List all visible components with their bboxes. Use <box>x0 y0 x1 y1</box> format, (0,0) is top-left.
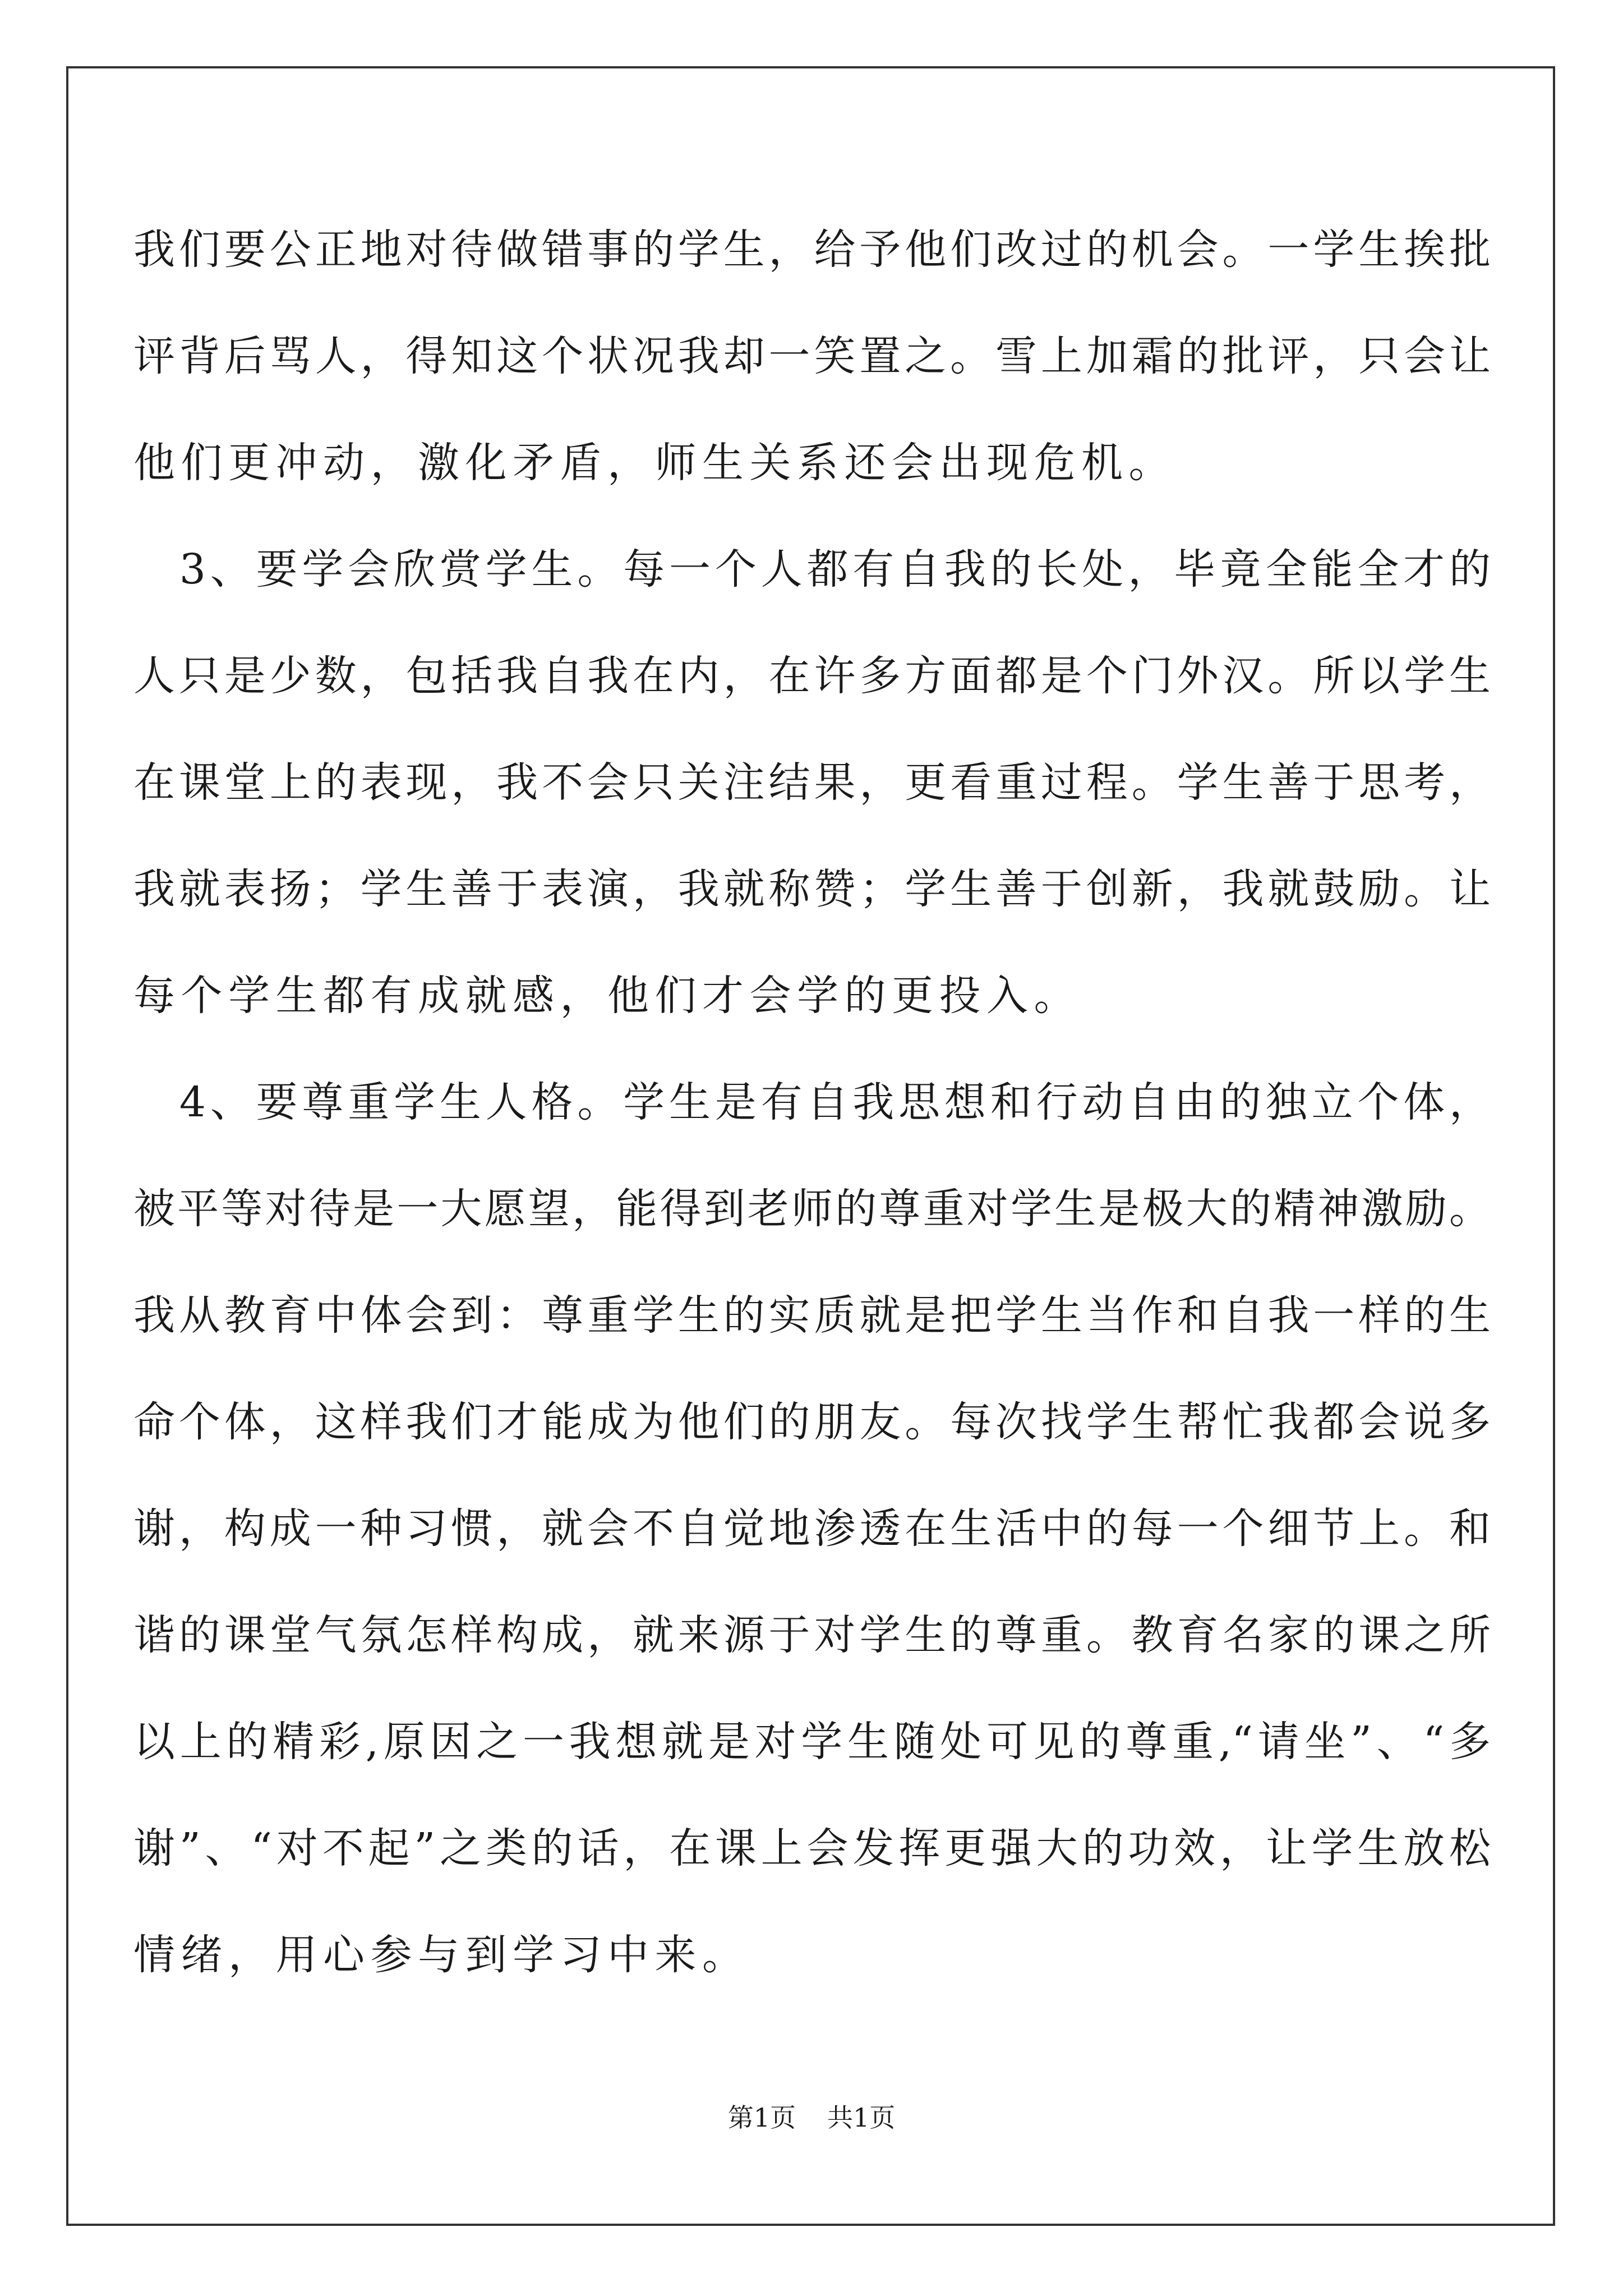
text-line: 评背后骂人，得知这个状况我却一笑置之。雪上加霜的批评，只会让 <box>133 332 1491 380</box>
text-line: 谢，构成一种习惯，就会不自觉地渗透在生活中的每一个细节上。和 <box>133 1504 1491 1553</box>
text-line: 每个学生都有成就感，他们才会学的更投入。 <box>133 972 1081 1020</box>
text-line: 谐的课堂气氛怎样构成，就来源于对学生的尊重。教育名家的课之所 <box>133 1611 1491 1659</box>
text-line: 谢”、“对不起”之类的话，在课上会发挥更强大的功效，让学生放松 <box>133 1824 1491 1872</box>
text-line: 情绪，用心参与到学习中来。 <box>133 1931 750 1979</box>
text-line: 4、要尊重学生人格。学生是有自我思想和行动自由的独立个体， <box>133 1078 1491 1126</box>
text-line: 命个体，这样我们才能成为他们的朋友。每次找学生帮忙我都会说多 <box>133 1398 1491 1446</box>
page-footer <box>0 2101 1623 2134</box>
page-total: 共1页 <box>827 2102 896 2133</box>
page-number: 第1页 <box>727 2102 796 2133</box>
text-line: 我们要公正地对待做错事的学生，给予他们改过的机会。一学生挨批 <box>133 226 1491 274</box>
text-line: 我从教育中体会到：尊重学生的实质就是把学生当作和自我一样的生 <box>133 1291 1491 1340</box>
text-line: 以上的精彩,原因之一我想就是对学生随处可见的尊重,“请坐”、“多 <box>133 1718 1491 1766</box>
text-line: 被平等对待是一大愿望，能得到老师的尊重对学生是极大的精神激励。 <box>133 1185 1491 1233</box>
text-line: 3、要学会欣赏学生。每一个人都有自我的长处，毕竟全能全才的 <box>133 545 1491 593</box>
text-line: 他们更冲动，激化矛盾，师生关系还会出现危机。 <box>133 439 1176 487</box>
page-border <box>66 66 1555 2226</box>
text-line: 我就表扬；学生善于表演，我就称赞；学生善于创新，我就鼓励。让 <box>133 865 1491 913</box>
text-line: 在课堂上的表现，我不会只关注结果，更看重过程。学生善于思考， <box>133 758 1491 807</box>
text-line: 人只是少数，包括我自我在内，在许多方面都是个门外汉。所以学生 <box>133 652 1491 700</box>
